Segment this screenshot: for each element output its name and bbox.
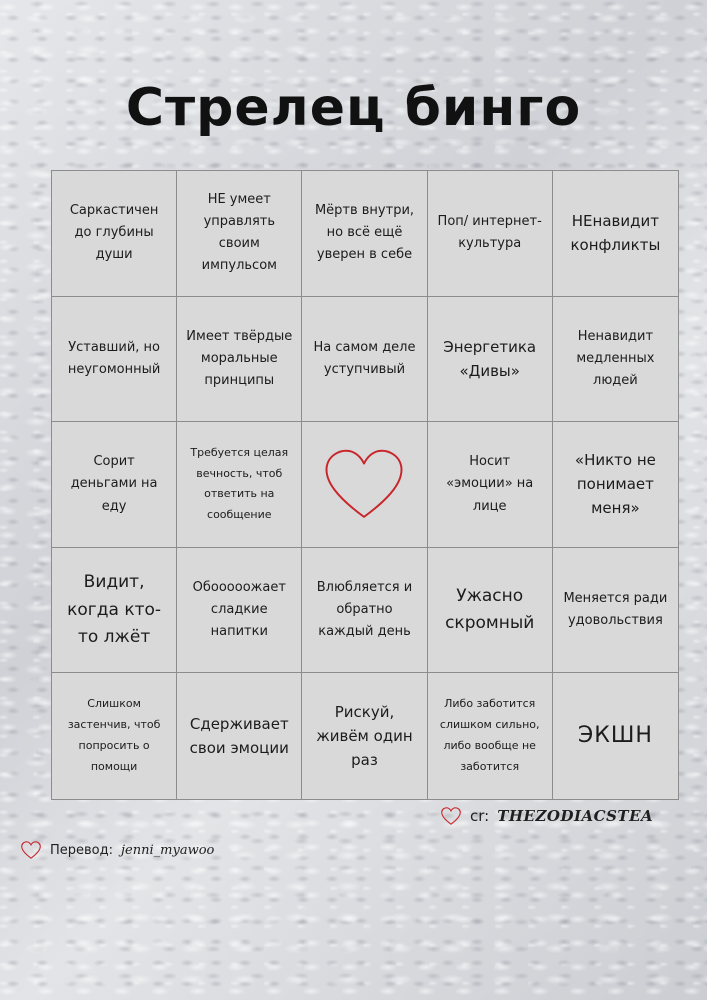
translation-label: Перевод: bbox=[50, 842, 114, 858]
bingo-cell-text: Слишком застенчив, чтоб попросить о помощи bbox=[67, 697, 161, 774]
bingo-cell bbox=[177, 171, 302, 297]
heart-icon bbox=[440, 806, 462, 826]
bingo-cell bbox=[428, 297, 553, 423]
translation-credit bbox=[20, 840, 214, 860]
bingo-cell bbox=[553, 673, 678, 799]
bingo-cell bbox=[302, 673, 427, 799]
bingo-cell-text: Видит, когда кто-то лжёт bbox=[67, 572, 162, 647]
heart-icon bbox=[319, 444, 409, 524]
bingo-cell-text: Ненавидит медленных людей bbox=[576, 328, 655, 388]
bingo-cell-text: Меняется ради удовольствия bbox=[563, 591, 668, 629]
bingo-cell bbox=[52, 673, 177, 799]
bingo-cell-text: Требуется целая вечность, чтоб ответить на сообщение bbox=[190, 445, 289, 522]
bingo-cell bbox=[177, 297, 302, 423]
bingo-grid bbox=[51, 170, 679, 800]
bingo-cell-text: ЭКШН bbox=[577, 723, 653, 749]
bingo-cell bbox=[177, 548, 302, 674]
bingo-cell-text: Мёртв внутри, но всё ещё уверен в себе bbox=[314, 203, 415, 263]
bingo-cell-text: Сдерживает свои эмоции bbox=[189, 715, 289, 758]
bingo-cell-text: Носит «эмоции» на лице bbox=[446, 454, 534, 514]
bingo-cell-text: Влюбляется и обратно каждый день bbox=[316, 579, 413, 640]
bingo-cell-text: Энергетика «Дивы» bbox=[443, 337, 537, 380]
bingo-cell-text: Имеет твёрдые моральные принципы bbox=[186, 328, 293, 388]
bingo-cell bbox=[428, 171, 553, 297]
bingo-cell-text: Сорит деньгами на еду bbox=[70, 454, 158, 514]
bingo-cell bbox=[302, 297, 427, 423]
bingo-cell bbox=[553, 548, 678, 674]
bingo-cell bbox=[302, 548, 427, 674]
bingo-cell-text: НЕ умеет управлять своим импульсом bbox=[201, 192, 277, 274]
credit-prefix: cr: bbox=[470, 807, 490, 825]
bingo-cell bbox=[553, 422, 678, 548]
credit bbox=[440, 806, 653, 826]
bingo-cell-text: НЕнавидит конфликты bbox=[570, 212, 661, 255]
bingo-cell-text: Ужасно скромный bbox=[445, 585, 535, 634]
bingo-cell bbox=[52, 422, 177, 548]
bingo-cell-text: Обооооожает сладкие напитки bbox=[192, 579, 286, 640]
bingo-cell bbox=[52, 297, 177, 423]
bingo-cell bbox=[553, 297, 678, 423]
bingo-cell bbox=[428, 422, 553, 548]
bingo-cell-text: На самом деле уступчивый bbox=[313, 339, 416, 377]
bingo-cell bbox=[52, 548, 177, 674]
bingo-cell bbox=[177, 422, 302, 548]
bingo-cell bbox=[177, 673, 302, 799]
bingo-cell-text: Саркастичен до глубины души bbox=[69, 203, 159, 263]
bingo-cell-free bbox=[302, 422, 427, 548]
heart-icon bbox=[20, 840, 42, 860]
bingo-cell-text: Уставший, но неугомонный bbox=[67, 339, 161, 377]
bingo-cell bbox=[428, 548, 553, 674]
bingo-cell bbox=[52, 171, 177, 297]
bingo-cell bbox=[553, 171, 678, 297]
page-title: Стрелец бинго bbox=[125, 78, 582, 138]
bingo-cell-text: Либо заботится слишком сильно, либо вообще не заботится bbox=[439, 697, 540, 774]
bingo-cell bbox=[428, 673, 553, 799]
bingo-cell-text: Рискуй, живём один раз bbox=[316, 703, 413, 770]
credit-handle: THEZODIACSTEA bbox=[497, 807, 654, 825]
bingo-cell-text: Поп/ интернет-культура bbox=[437, 214, 542, 252]
translation-handle: jenni_myawoo bbox=[121, 842, 215, 858]
bingo-cell bbox=[302, 171, 427, 297]
bingo-cell-text: «Никто не понимает меня» bbox=[574, 451, 656, 518]
